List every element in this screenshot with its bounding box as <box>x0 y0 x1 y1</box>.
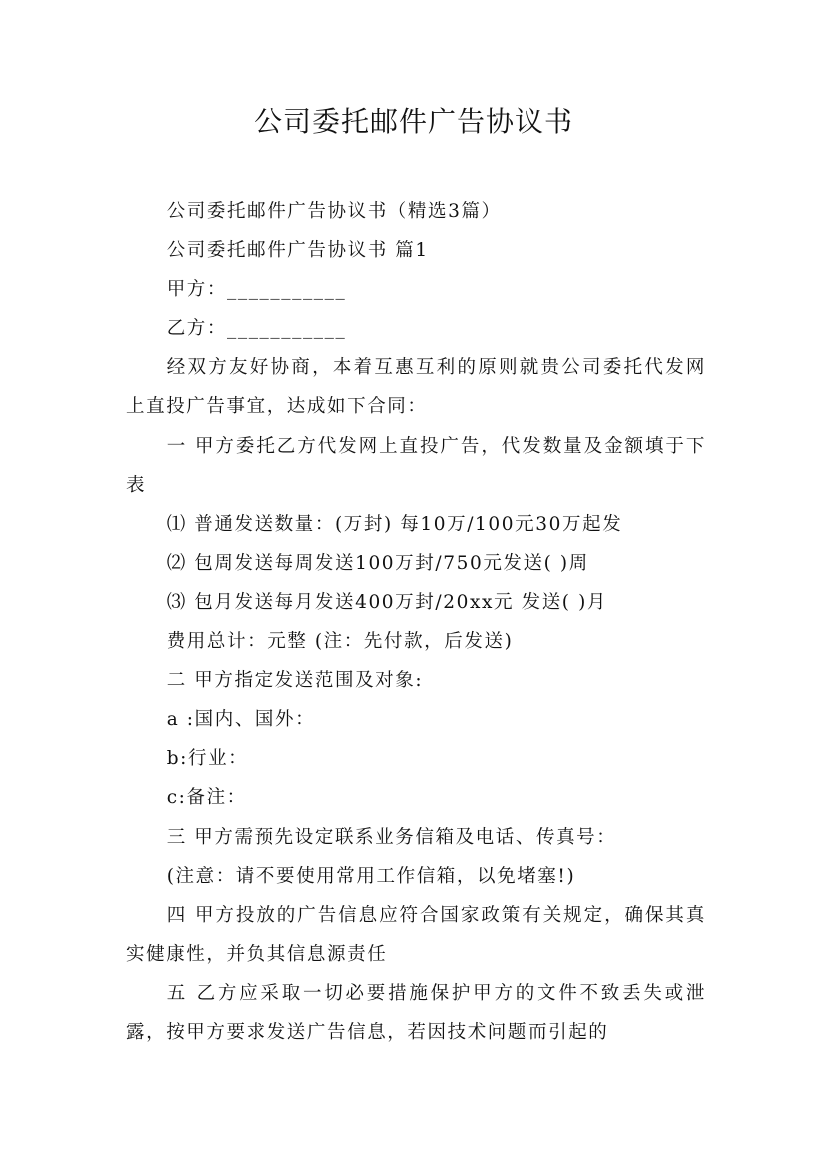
intro-paragraph: 经双方友好协商，本着互惠互利的原则就贵公司委托代发网上直投广告事宜，达成如下合同： <box>126 357 706 418</box>
clause-2-item-c: c:备注： <box>166 787 247 809</box>
party-b-line: 乙方：___________ <box>166 318 347 340</box>
document-title: 公司委托邮件广告协议书 <box>253 105 573 138</box>
section-heading: 公司委托邮件广告协议书 篇1 <box>166 240 429 262</box>
subtitle-line: 公司委托邮件广告协议书（精选3篇） <box>166 201 502 222</box>
clause-1-item-3: ⑶ 包月发送每月发送400万封/20xx元 发送( )月 <box>166 591 608 613</box>
party-a-line: 甲方：___________ <box>166 279 347 301</box>
clause-1: 一 甲方委托乙方代发网上直投广告，代发数量及金额填于下表 <box>126 435 706 496</box>
clause-4: 四 甲方投放的广告信息应符合国家政策有关规定，确保其真实健康性，并负其信息源责任 <box>126 904 706 965</box>
fee-total-line: 费用总计：元整 (注：先付款，后发送) <box>166 631 514 653</box>
clause-2: 二 甲方指定发送范围及对象: <box>166 670 424 692</box>
document-body <box>126 192 706 1052</box>
clause-2-item-b: b:行业： <box>166 748 249 770</box>
clause-3: 三 甲方需预先设定联系业务信箱及电话、传真号： <box>166 826 617 848</box>
clause-3-note: (注意：请不要使用常用工作信箱，以免堵塞!) <box>166 865 576 887</box>
clause-1-item-2: ⑵ 包周发送每周发送100万封/750元发送( )周 <box>166 552 589 574</box>
clause-5: 五 乙方应采取一切必要措施保护甲方的文件不致丢失或泄露，按甲方要求发送广告信息，若因技术问题而引起的 <box>126 982 706 1043</box>
clause-1-item-1: ⑴ 普通发送数量：(万封) 每10万/100元30万起发 <box>166 513 623 535</box>
clause-2-item-a: a :国内、国外： <box>166 709 316 731</box>
